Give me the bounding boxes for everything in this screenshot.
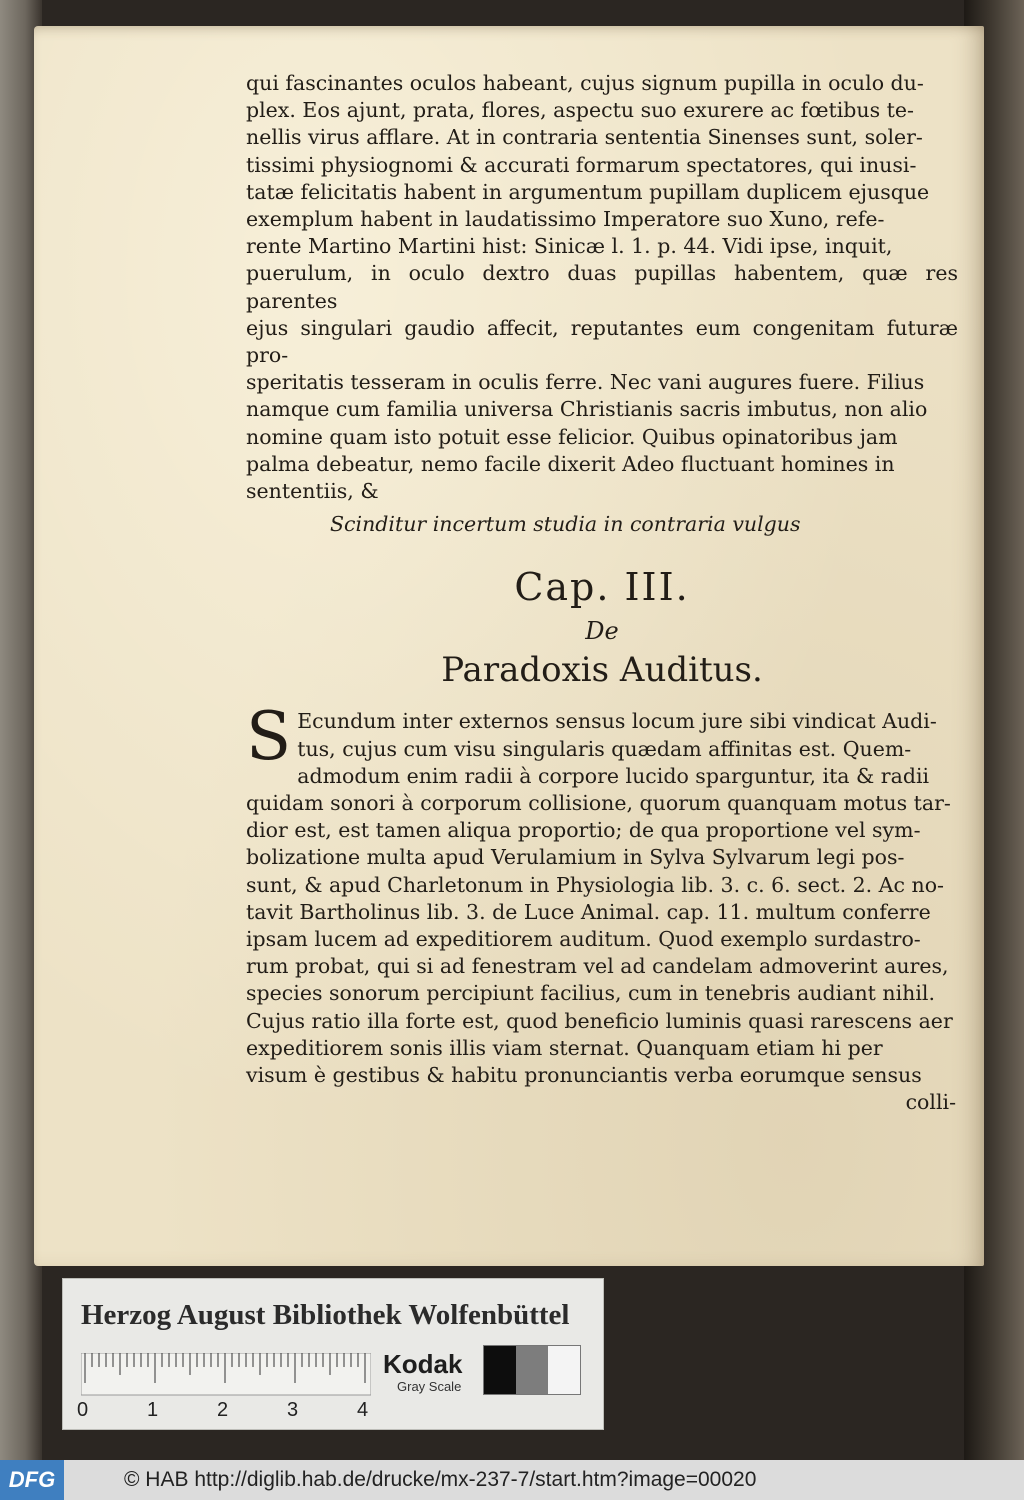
body-lines (246, 736, 958, 1090)
ruler-number: 1 (147, 1399, 159, 1421)
text-line: visum è gestibus & habitu pronunciantis verba eorumque sensus (246, 1063, 922, 1088)
library-color-card (62, 1278, 604, 1430)
text-line: ejus singulari gaudio affecit, reputantes eum congenitam futuræ pro- (246, 315, 958, 368)
chapter-preposition: De (585, 617, 619, 646)
kodak-logo: Kodak (383, 1349, 463, 1379)
ruler-number: 2 (217, 1399, 229, 1421)
book-page (34, 26, 984, 1266)
text-line: plex. Eos ajunt, prata, flores, aspectu suo exurere ac fœtibus te- (246, 98, 914, 123)
gray-scale-label: Gray Scale (397, 1379, 462, 1394)
text-line: dior est, est tamen aliqua proportio; de qua proportione vel sym- (246, 818, 921, 843)
page-text-block (246, 70, 958, 1117)
ruler-number: 0 (77, 1399, 89, 1421)
text-line: Cujus ratio illa forte est, quod beneficio luminis quasi rarescens aer (246, 1008, 953, 1033)
verse-line: Scinditur incertum studia in contraria vulgus (330, 512, 801, 537)
text-line: tus, cujus cum visu singularis quædam affinitas est. Quem- (297, 736, 912, 761)
dfg-logo: DFG (0, 1460, 64, 1500)
chapter-heading: Cap. III. (514, 565, 690, 610)
text-line: qui fascinantes oculos habeant, cujus signum pupilla in oculo du- (246, 71, 924, 95)
text-line: exemplum habent in laudatissimo Imperatore suo Xuno, refe- (246, 207, 885, 232)
text-line: nomine quam isto potuit esse felicior. Quibus opinatoribus jam (246, 424, 898, 449)
top-paragraph (246, 70, 958, 505)
ruler (81, 1353, 371, 1399)
body-line: Ecundum inter externos sensus locum jure sibi vindicat Audi- (297, 709, 937, 734)
ruler-number: 4 (357, 1399, 369, 1421)
chapter-body-paragraph (246, 698, 958, 1089)
text-line: tavit Bartholinus lib. 3. de Luce Animal. cap. 11. multum conferre (246, 899, 931, 924)
swatch-white (548, 1346, 580, 1394)
text-line: tissimi physiognomi & accurati formarum spectatores, qui inusi- (246, 152, 917, 177)
text-line: tatæ felicitatis habent in argumentum pupillam duplicem ejusque (246, 179, 930, 204)
ruler-number: 3 (287, 1399, 299, 1421)
text-line: species sonorum percipiunt facilius, cum in tenebris audiant nihil. (246, 981, 936, 1006)
chapter-title: Paradoxis Auditus. (441, 650, 763, 691)
catchword: colli- (905, 1090, 956, 1115)
footer-bar (0, 1460, 1024, 1500)
gray-scale-swatches (483, 1345, 581, 1395)
text-line: sunt, & apud Charletonum in Physiologia lib. 3. c. 6. sect. 2. Ac no- (246, 872, 944, 897)
text-line: palma debeatur, nemo facile dixerit Adeo fluctuant homines in (246, 451, 895, 476)
swatch-gray (516, 1346, 548, 1394)
text-line: expeditiorem sonis illis viam sternat. Quanquam etiam hi per (246, 1035, 883, 1060)
credit-link[interactable]: © HAB http://diglib.hab.de/drucke/mx-237-7/start.htm?image=00020 (124, 1468, 757, 1491)
text-line: puerulum, in oculo dextro duas pupillas habentem, quæ res parentes (246, 261, 958, 313)
drop-capital: S (246, 698, 292, 776)
text-line: nellis virus afflare. At in contraria sententia Sinenses sunt, soler- (246, 125, 923, 150)
text-line: quidam sonori à corporum collisione, quorum quanquam motus tar- (246, 791, 951, 816)
text-line: namque cum familia universa Christianis sacris imbutus, non alio (246, 397, 928, 422)
text-line: sententiis, & (246, 479, 379, 504)
swatch-black (484, 1346, 516, 1394)
text-line: speritatis tesseram in oculis ferre. Nec vani augures fuere. Filius (246, 370, 925, 395)
text-line: rente Martino Martini hist: Sinicæ l. 1. p. 44. Vidi ipse, inquit, (246, 234, 893, 259)
text-line: bolizatione multa apud Verulamium in Sylva Sylvarum legi pos- (246, 845, 905, 870)
text-line: rum probat, qui si ad fenestram vel ad candelam admoverint aures, (246, 954, 949, 979)
text-line: admodum enim radii à corpore lucido sparguntur, ita & radii (297, 763, 930, 788)
text-line: ipsam lucem ad expeditiorem auditum. Quod exemplo surdastro- (246, 927, 921, 952)
library-name: Herzog August Bibliothek Wolfenbüttel (81, 1299, 570, 1331)
